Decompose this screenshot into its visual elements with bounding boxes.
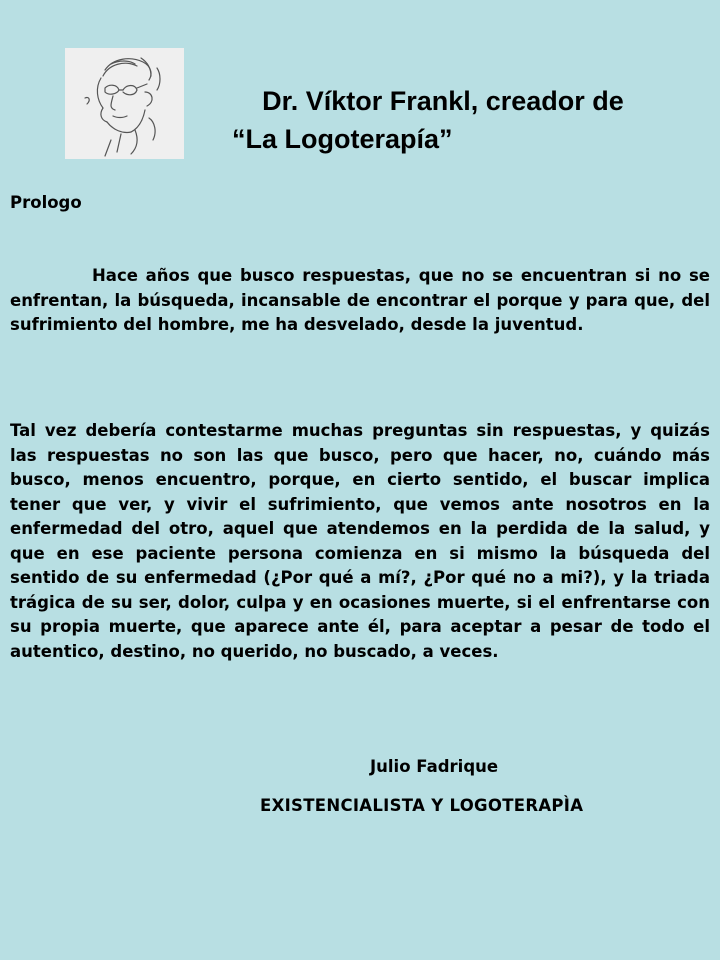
section-heading: Prologo: [10, 193, 82, 212]
author-name: Julio Fadrique: [370, 757, 499, 776]
paragraph-intro: Hace años que busco respuestas, que no se encuentran si no se enfrentan, la búsqueda, incansable de encontrar el porque y para que, del sufrimiento del hombre, me ha desvelado, desde la juventud.: [10, 266, 710, 334]
title-line-1: Dr. Víktor Frankl, creador de: [262, 86, 624, 116]
title-line-2: “La Logoterapía”: [232, 124, 453, 154]
page-title: [160, 82, 720, 158]
author-subtitle: EXISTENCIALISTA Y LOGOTERAPÌA: [260, 796, 584, 815]
paragraph-main: Tal vez debería contestarme muchas preguntas sin respuestas, y quizás las respuestas no son las que busco, pero que hacer, no, cuándo más busco, menos encuentro, porque, en cierto sentido, el buscar implica tener que ver, y vivir el sufrimiento, que vemos ante nosotros en la enfermedad del otro, aquel que atendemos en la perdida de la salud, y que en ese paciente persona comienza en si mismo la búsqueda del sentido de su enfermedad (¿Por qué a mí?, ¿Por qué no a mi?), y la triada trágica de su ser, dolor, culpa y en ocasiones muerte, si el enfrentarse con su propia muerte, que aparece ante él, para aceptar a pesar de todo el autentico, destino, no querido, no buscado, a veces.: [10, 421, 710, 661]
